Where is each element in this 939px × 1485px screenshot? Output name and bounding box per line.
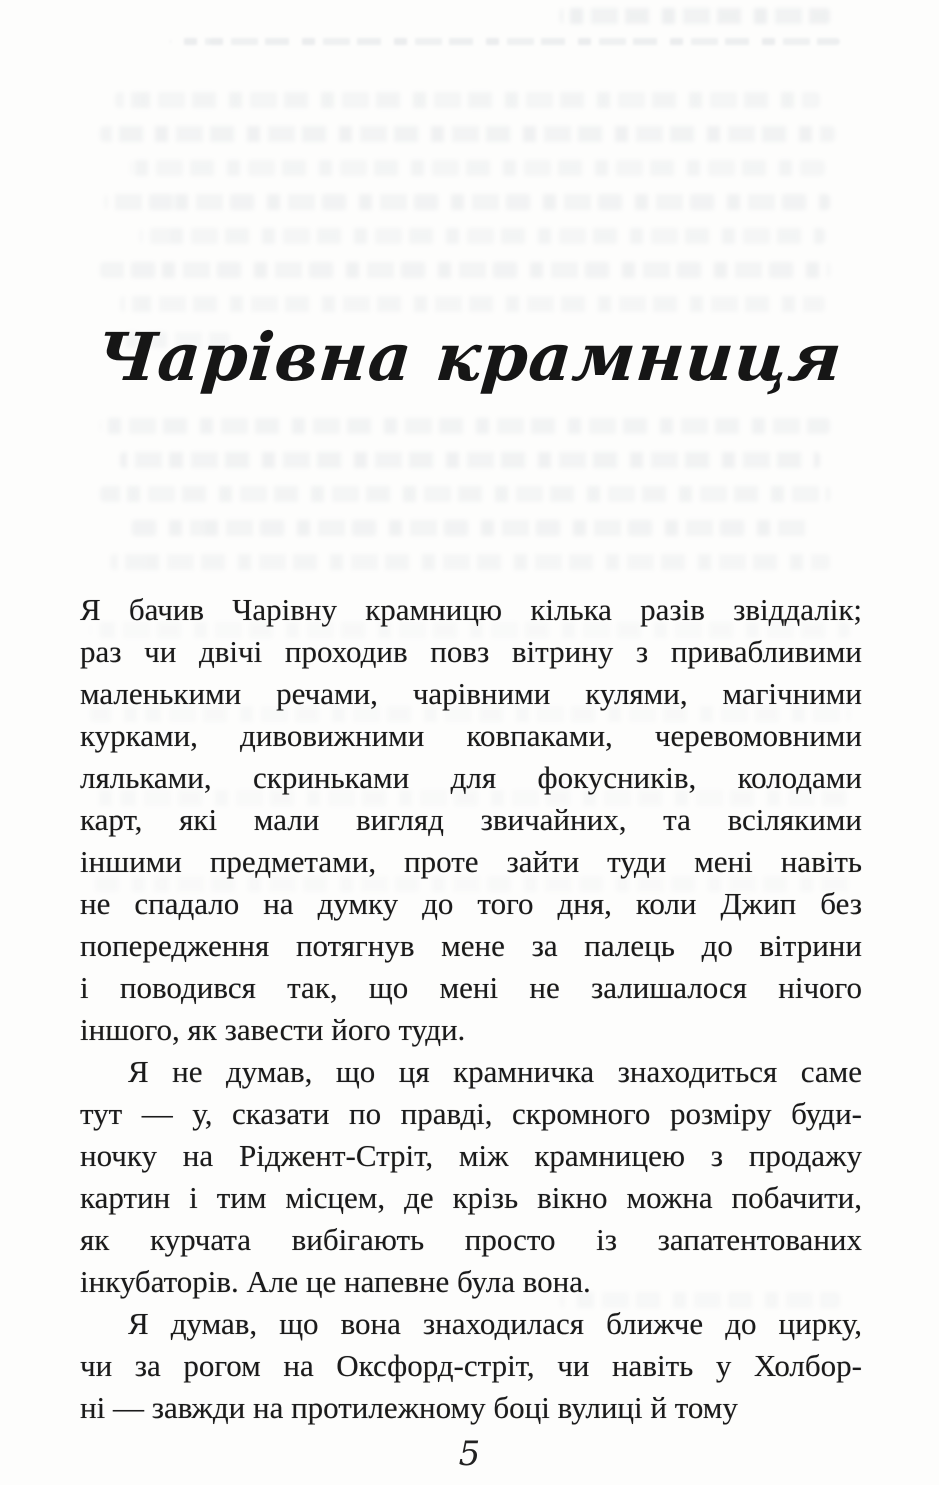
chapter-title: Чарівна крамниця (93, 318, 846, 396)
text-line: ляльками, скриньками для фокусників, колодами (80, 760, 862, 795)
bleed-through-band (560, 8, 830, 24)
bleed-through-band (100, 486, 830, 502)
text-line: як курчата вибігають просто із запатентованих (80, 1222, 862, 1257)
bleed-through-band (105, 194, 830, 210)
body-text (80, 589, 862, 1429)
bleed-through-band (140, 228, 825, 244)
bleed-through-band (115, 92, 820, 108)
text-line: карт, які мали вигляд звичайних, та всілякими (80, 802, 862, 837)
bleed-through-band (130, 520, 810, 536)
bleed-through-band (100, 418, 830, 434)
paragraph (80, 1303, 862, 1429)
text-line: ні — завжди на протилежному боці вулиці й тому (80, 1390, 738, 1425)
text-line: ночку на Ріджент-Стріт, між крамницею з продажу (80, 1138, 862, 1173)
text-line: раз чи двічі проходив повз вітрину з привабливими (80, 634, 862, 669)
bleed-through-band (120, 452, 820, 468)
text-line: маленькими речами, чарівними кулями, магічними (80, 676, 862, 711)
text-line: не спадало на думку до того дня, коли Джип без (80, 886, 862, 921)
bleed-through-band (170, 38, 840, 45)
text-line: Я бачив Чарівну крамницю кілька разів звіддалік; (80, 592, 862, 627)
text-line: тут — у, сказати по правді, скромного розміру буди- (80, 1096, 862, 1131)
page-number: 5 (458, 1434, 481, 1474)
paragraph (80, 589, 862, 1051)
text-line: іншого, як завести його туди. (80, 1012, 466, 1047)
text-line: картин і тим місцем, де крізь вікно можна побачити, (80, 1180, 862, 1215)
text-line: Я думав, що вона знаходилася ближче до цирку, (128, 1306, 862, 1341)
text-line: іншими предметами, проте зайти туди мені навіть (80, 844, 862, 879)
bleed-through-band (110, 554, 830, 570)
bleed-through-band (120, 296, 825, 312)
text-line: інкубаторів. Але це напевне була вона. (80, 1264, 591, 1299)
text-line: попередження потягнув мене за палець до вітрини (80, 928, 862, 963)
bleed-through-band (100, 126, 835, 142)
text-line: чи за рогом на Оксфорд-стріт, чи навіть у Холбор- (80, 1348, 862, 1383)
bleed-through-band (100, 262, 830, 278)
text-line: Я не думав, що ця крамничка знаходиться саме (128, 1054, 862, 1089)
text-line: і поводився так, що мені не залишалося нічого (80, 970, 862, 1005)
text-line: курками, дивовижними ковпаками, черевомовними (80, 718, 862, 753)
bleed-through-band (130, 160, 825, 176)
paragraph (80, 1051, 862, 1303)
